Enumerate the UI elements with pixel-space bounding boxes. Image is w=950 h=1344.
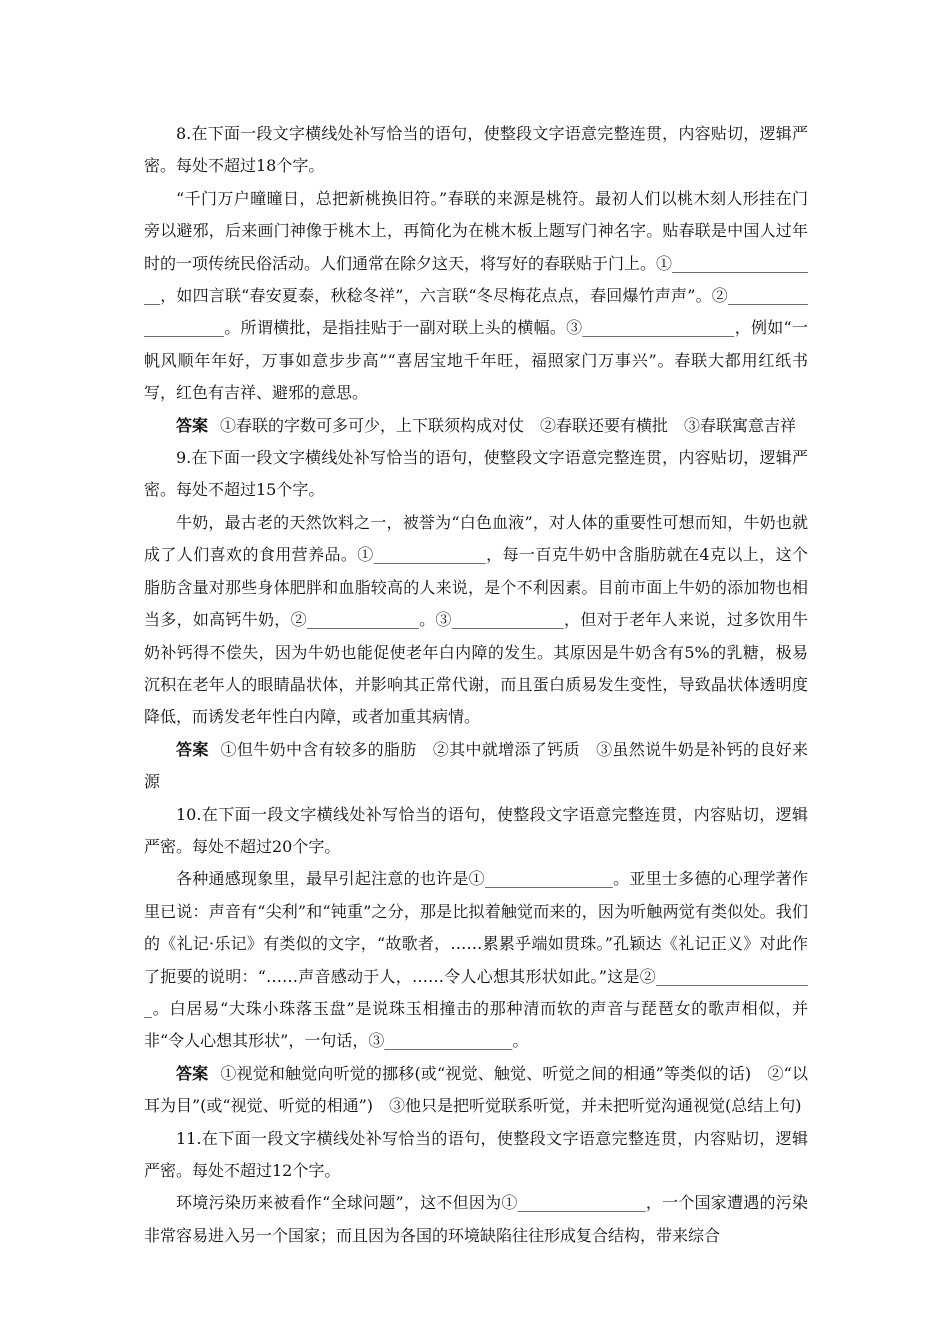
answer-label: 答案 bbox=[176, 739, 209, 759]
question-prompt: 10.在下面一段文字横线处补写恰当的语句，使整段文字语意完整连贯，内容贴切，逻辑严密。每处不超过20个字。 bbox=[144, 804, 808, 856]
question-prompt: 11.在下面一段文字横线处补写恰当的语句，使整段文字语意完整连贯，内容贴切，逻辑严密。每处不超过12个字。 bbox=[144, 1128, 808, 1180]
question-9 bbox=[144, 442, 808, 798]
answer-label: 答案 bbox=[176, 415, 209, 435]
answer-text: ①但牛奶中含有较多的脂肪 ②其中就增添了钙质 ③虽然说牛奶是补钙的良好来源 bbox=[144, 739, 808, 792]
answer-block bbox=[144, 410, 808, 442]
question-prompt: 8.在下面一段文字横线处补写恰当的语句，使整段文字语意完整连贯，内容贴切，逻辑严密。每处不超过18个字。 bbox=[144, 124, 808, 176]
answer-label: 答案 bbox=[176, 1063, 209, 1083]
question-passage: 各种通感现象里，最早引起注意的也许是①________________。亚里士多德的心理学著作里已说：声音有“尖利”和“钝重”之分，那是比拟着触觉而来的，因为听触两觉有类似处。我们的《礼记·乐记》有类似的文字，“故歌者，……累累乎端如贯珠。”孔颖达《礼记正义》对此作了扼要的说明：“……声音感动于人，……令人心想其形状如此。”这是②____________________。白居易“大珠小珠落玉盘”是说珠玉相撞击的那种清而软的声音与琵琶女的歌声相似，并非“令人心想其形状”，一句话，③________________。 bbox=[144, 869, 808, 1051]
question-10 bbox=[144, 799, 808, 1123]
question-8 bbox=[144, 118, 808, 442]
question-11 bbox=[144, 1123, 808, 1253]
question-passage: 牛奶，最古老的天然饮料之一，被誉为“白色血液”，对人体的重要性可想而知，牛奶也就成了人们喜欢的食用营养品。①______________，每一百克牛奶中含脂肪就在4克以上，这个脂肪含量对那些身体肥胖和血脂较高的人来说，是个不利因素。目前市面上牛奶的添加物也相当多，如高钙牛奶，②______________。③______________，但对于老年人来说，过多饮用牛奶补钙得不偿失，因为牛奶也能促使老年白内障的发生。其原因是牛奶含有5%的乳糖，极易沉积在老年人的眼睛晶状体，并影响其正常代谢，而且蛋白质易发生变性，导致晶状体透明度降低，而诱发老年性白内障，或者加重其病情。 bbox=[144, 512, 808, 727]
answer-text: ①视觉和触觉向听觉的挪移(或“视觉、触觉、听觉之间的相通”等类似的话) ②“以耳为目”(或“视觉、听觉的相通”) ③他只是把听觉联系听觉，并未把听觉沟通视觉(总结上句) bbox=[144, 1063, 808, 1116]
answer-text: ①春联的字数可多可少，上下联须构成对仗 ②春联还要有横批 ③春联寓意吉祥 bbox=[220, 415, 797, 435]
question-prompt: 9.在下面一段文字横线处补写恰当的语句，使整段文字语意完整连贯，内容贴切，逻辑严密。每处不超过15个字。 bbox=[144, 448, 808, 500]
question-passage: 环境污染历来被看作“全球问题”，这不但因为①________________，一个国家遭遇的污染非常容易进入另一个国家；而且因为各国的环境缺陷往往形成复合结构，带来综合 bbox=[144, 1193, 808, 1245]
answer-block bbox=[144, 1058, 808, 1123]
answer-block bbox=[144, 734, 808, 799]
document-page bbox=[144, 118, 808, 1252]
question-passage: “千门万户曈曈日，总把新桃换旧符。”春联的来源是桃符。最初人们以桃木刻人形挂在门旁以避邪，后来画门神像于桃木上，再简化为在桃木板上题写门神名字。贴春联是中国人过年时的一项传统民俗活动。人们通常在除夕这天，将写好的春联贴于门上。①___________________，如四言联“春安夏泰，秋稔冬祥”，六言联“冬尽梅花点点，春回爆竹声声”。②____________________。所谓横批，是指挂贴于一副对联上头的横幅。③___________________，例如“一帆风顺年年好，万事如意步步高”“喜居宝地千年旺，福照家门万事兴”。春联大都用红纸书写，红色有吉祥、避邪的意思。 bbox=[144, 188, 809, 403]
